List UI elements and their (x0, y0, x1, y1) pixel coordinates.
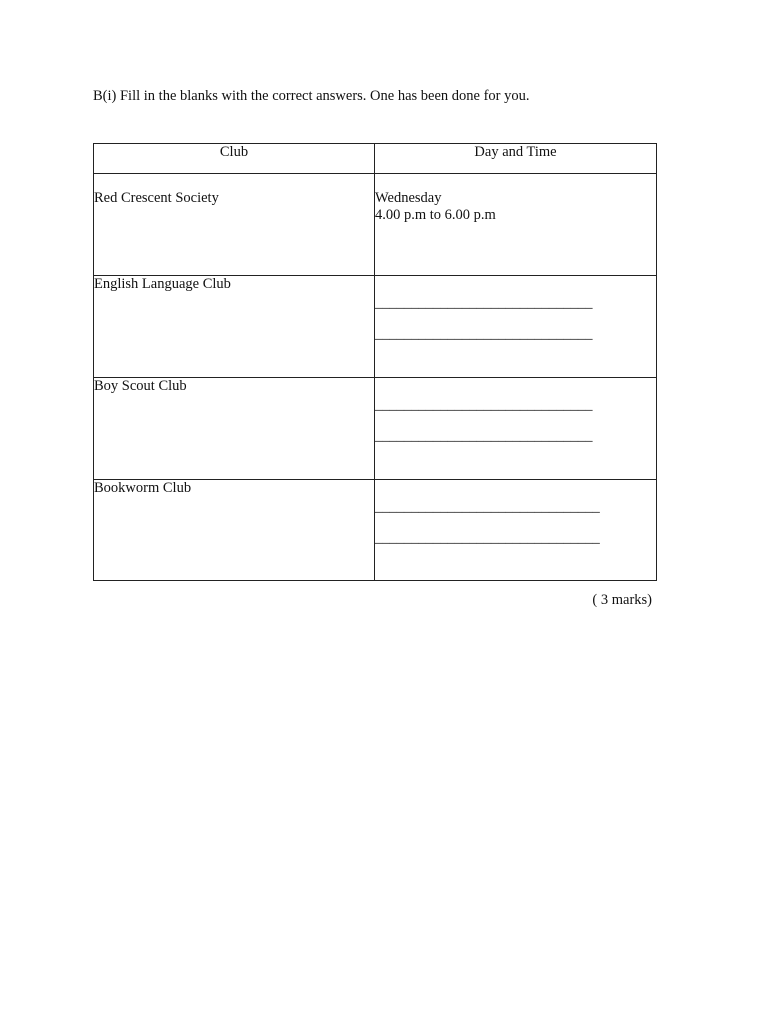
example-day: Wednesday (375, 190, 442, 206)
club-schedule-table (93, 143, 657, 581)
club-name: English Language Club (94, 276, 231, 292)
example-time: 4.00 p.m to 6.00 p.m (375, 207, 496, 223)
day-time-cell (375, 174, 657, 276)
table-row (94, 174, 657, 276)
club-name-cell (94, 276, 375, 378)
marks-label: ( 3 marks) (592, 592, 652, 608)
table-row (94, 276, 657, 378)
answer-blank-time[interactable]: ______________________________ (375, 428, 593, 444)
club-name: Boy Scout Club (94, 378, 187, 394)
table-row (94, 480, 657, 581)
answer-blank-day[interactable]: ______________________________ (375, 397, 593, 413)
day-time-cell (375, 378, 657, 480)
answer-blank-day[interactable]: _______________________________ (375, 499, 600, 515)
table-header-row (94, 144, 657, 174)
answer-blank-time[interactable]: _______________________________ (375, 530, 600, 546)
question-instruction: B(i) Fill in the blanks with the correct answers. One has been done for you. (93, 88, 530, 104)
club-name-cell (94, 480, 375, 581)
answer-blank-day[interactable]: ______________________________ (375, 295, 593, 311)
table-row (94, 378, 657, 480)
club-name: Red Crescent Society (94, 190, 219, 206)
day-time-cell (375, 276, 657, 378)
answer-blank-time[interactable]: ______________________________ (375, 326, 593, 342)
header-club: Club (94, 144, 375, 174)
day-time-cell (375, 480, 657, 581)
header-day-time: Day and Time (375, 144, 657, 174)
club-name-cell (94, 378, 375, 480)
club-name: Bookworm Club (94, 480, 192, 496)
club-name-cell (94, 174, 375, 276)
